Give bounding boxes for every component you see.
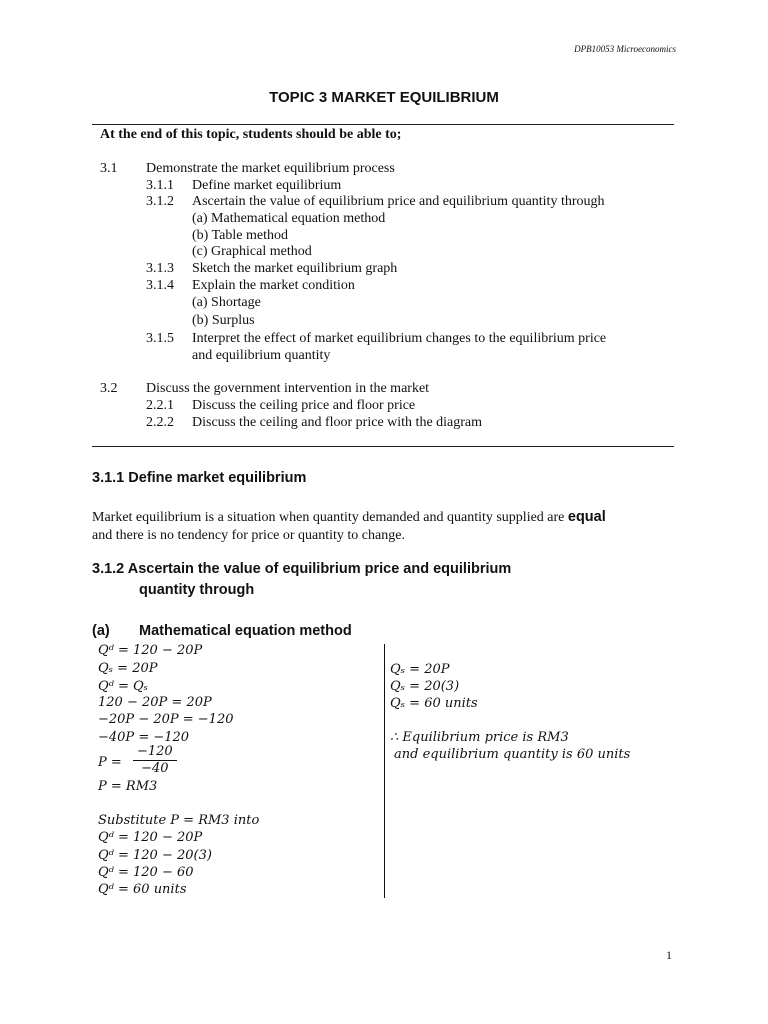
objective-text: and equilibrium quantity — [192, 348, 331, 363]
definition-text: Market equilibrium is a situation when quantity demanded and quantity supplied are — [92, 510, 568, 525]
fraction-denominator: −40 — [141, 761, 169, 776]
equation-line: Qₛ = 60 units — [390, 696, 478, 711]
objective-subitem: (a) Shortage — [192, 295, 261, 310]
equation-line: Qₛ = 20(3) — [390, 679, 460, 694]
objective-number: 3.1.4 — [146, 278, 174, 293]
objective-text: Demonstrate the market equilibrium process — [146, 161, 395, 176]
objective-subitem: (a) Mathematical equation method — [192, 211, 386, 226]
objective-text: Define market equilibrium — [192, 178, 342, 193]
definition-paragraph-line2: and there is no tendency for price or quantity to change. — [92, 528, 405, 543]
emphasis-equal: equal — [567, 509, 606, 525]
fraction — [133, 744, 177, 777]
objective-number: 3.1.2 — [146, 194, 174, 209]
equation-line: −20P − 20P = −120 — [98, 712, 234, 727]
fraction-numerator: −120 — [133, 744, 177, 761]
equation-line: 120 − 20P = 20P — [98, 695, 212, 710]
equation-line: Qₛ = 20P — [98, 661, 158, 676]
objective-number: 3.2 — [100, 381, 118, 396]
equation-line: −40P = −120 — [98, 730, 190, 745]
objectives-intro: At the end of this topic, students should be able to; — [100, 127, 402, 142]
equation-line: Qᵈ = 120 − 20P — [98, 830, 203, 845]
subsection-label: (a) — [92, 623, 110, 639]
section-heading: 3.1.1 Define market equilibrium — [92, 470, 307, 486]
objective-number: 3.1.3 — [146, 261, 174, 276]
equation-line: P = RM3 — [98, 779, 158, 794]
objective-subitem: (c) Graphical method — [192, 244, 312, 259]
section-heading-line2: quantity through — [139, 582, 255, 598]
equation-line: Qᵈ = 120 − 60 — [98, 865, 194, 880]
definition-paragraph — [92, 508, 606, 527]
page-title: TOPIC 3 MARKET EQUILIBRIUM — [269, 89, 499, 106]
course-header: DPB10053 Microeconomics — [574, 44, 676, 54]
objective-text: Discuss the ceiling price and floor price — [192, 398, 416, 413]
objective-text: Explain the market condition — [192, 278, 355, 293]
objective-number: 3.1.1 — [146, 178, 174, 193]
page-number: 1 — [666, 948, 672, 962]
equation-line: Qᵈ = 120 − 20(3) — [98, 848, 212, 863]
equation-line: Qₛ = 20P — [390, 662, 450, 677]
objective-text: Discuss the government intervention in the market — [146, 381, 430, 396]
conclusion-line: and equilibrium quantity is 60 units — [394, 747, 631, 762]
top-rule — [92, 124, 674, 125]
objective-text: Interpret the effect of market equilibrium changes to the equilibrium price — [192, 331, 607, 346]
objective-number: 3.1.5 — [146, 331, 174, 346]
equation-p-equals: P = — [98, 755, 122, 770]
equation-line: Qᵈ = 60 units — [98, 882, 187, 897]
objective-text: Sketch the market equilibrium graph — [192, 261, 398, 276]
objective-number: 2.2.2 — [146, 415, 174, 430]
equation-line: Qᵈ = 120 − 20P — [98, 643, 203, 658]
subsection-title: Mathematical equation method — [139, 623, 352, 639]
bottom-rule — [92, 446, 674, 447]
objective-text: Ascertain the value of equilibrium price and equilibrium quantity through — [192, 194, 605, 209]
equation-line: Substitute P = RM3 into — [98, 813, 260, 828]
objective-subitem: (b) Surplus — [192, 313, 255, 328]
objective-subitem: (b) Table method — [192, 228, 288, 243]
conclusion-line: ∴ Equilibrium price is RM3 — [390, 730, 569, 745]
equation-line: Qᵈ = Qₛ — [98, 679, 149, 694]
objective-number: 3.1 — [100, 161, 118, 176]
section-heading: 3.1.2 Ascertain the value of equilibrium price and equilibrium — [92, 561, 512, 577]
objective-text: Discuss the ceiling and floor price with the diagram — [192, 415, 483, 430]
column-divider — [384, 644, 385, 898]
objective-number: 2.2.1 — [146, 398, 174, 413]
